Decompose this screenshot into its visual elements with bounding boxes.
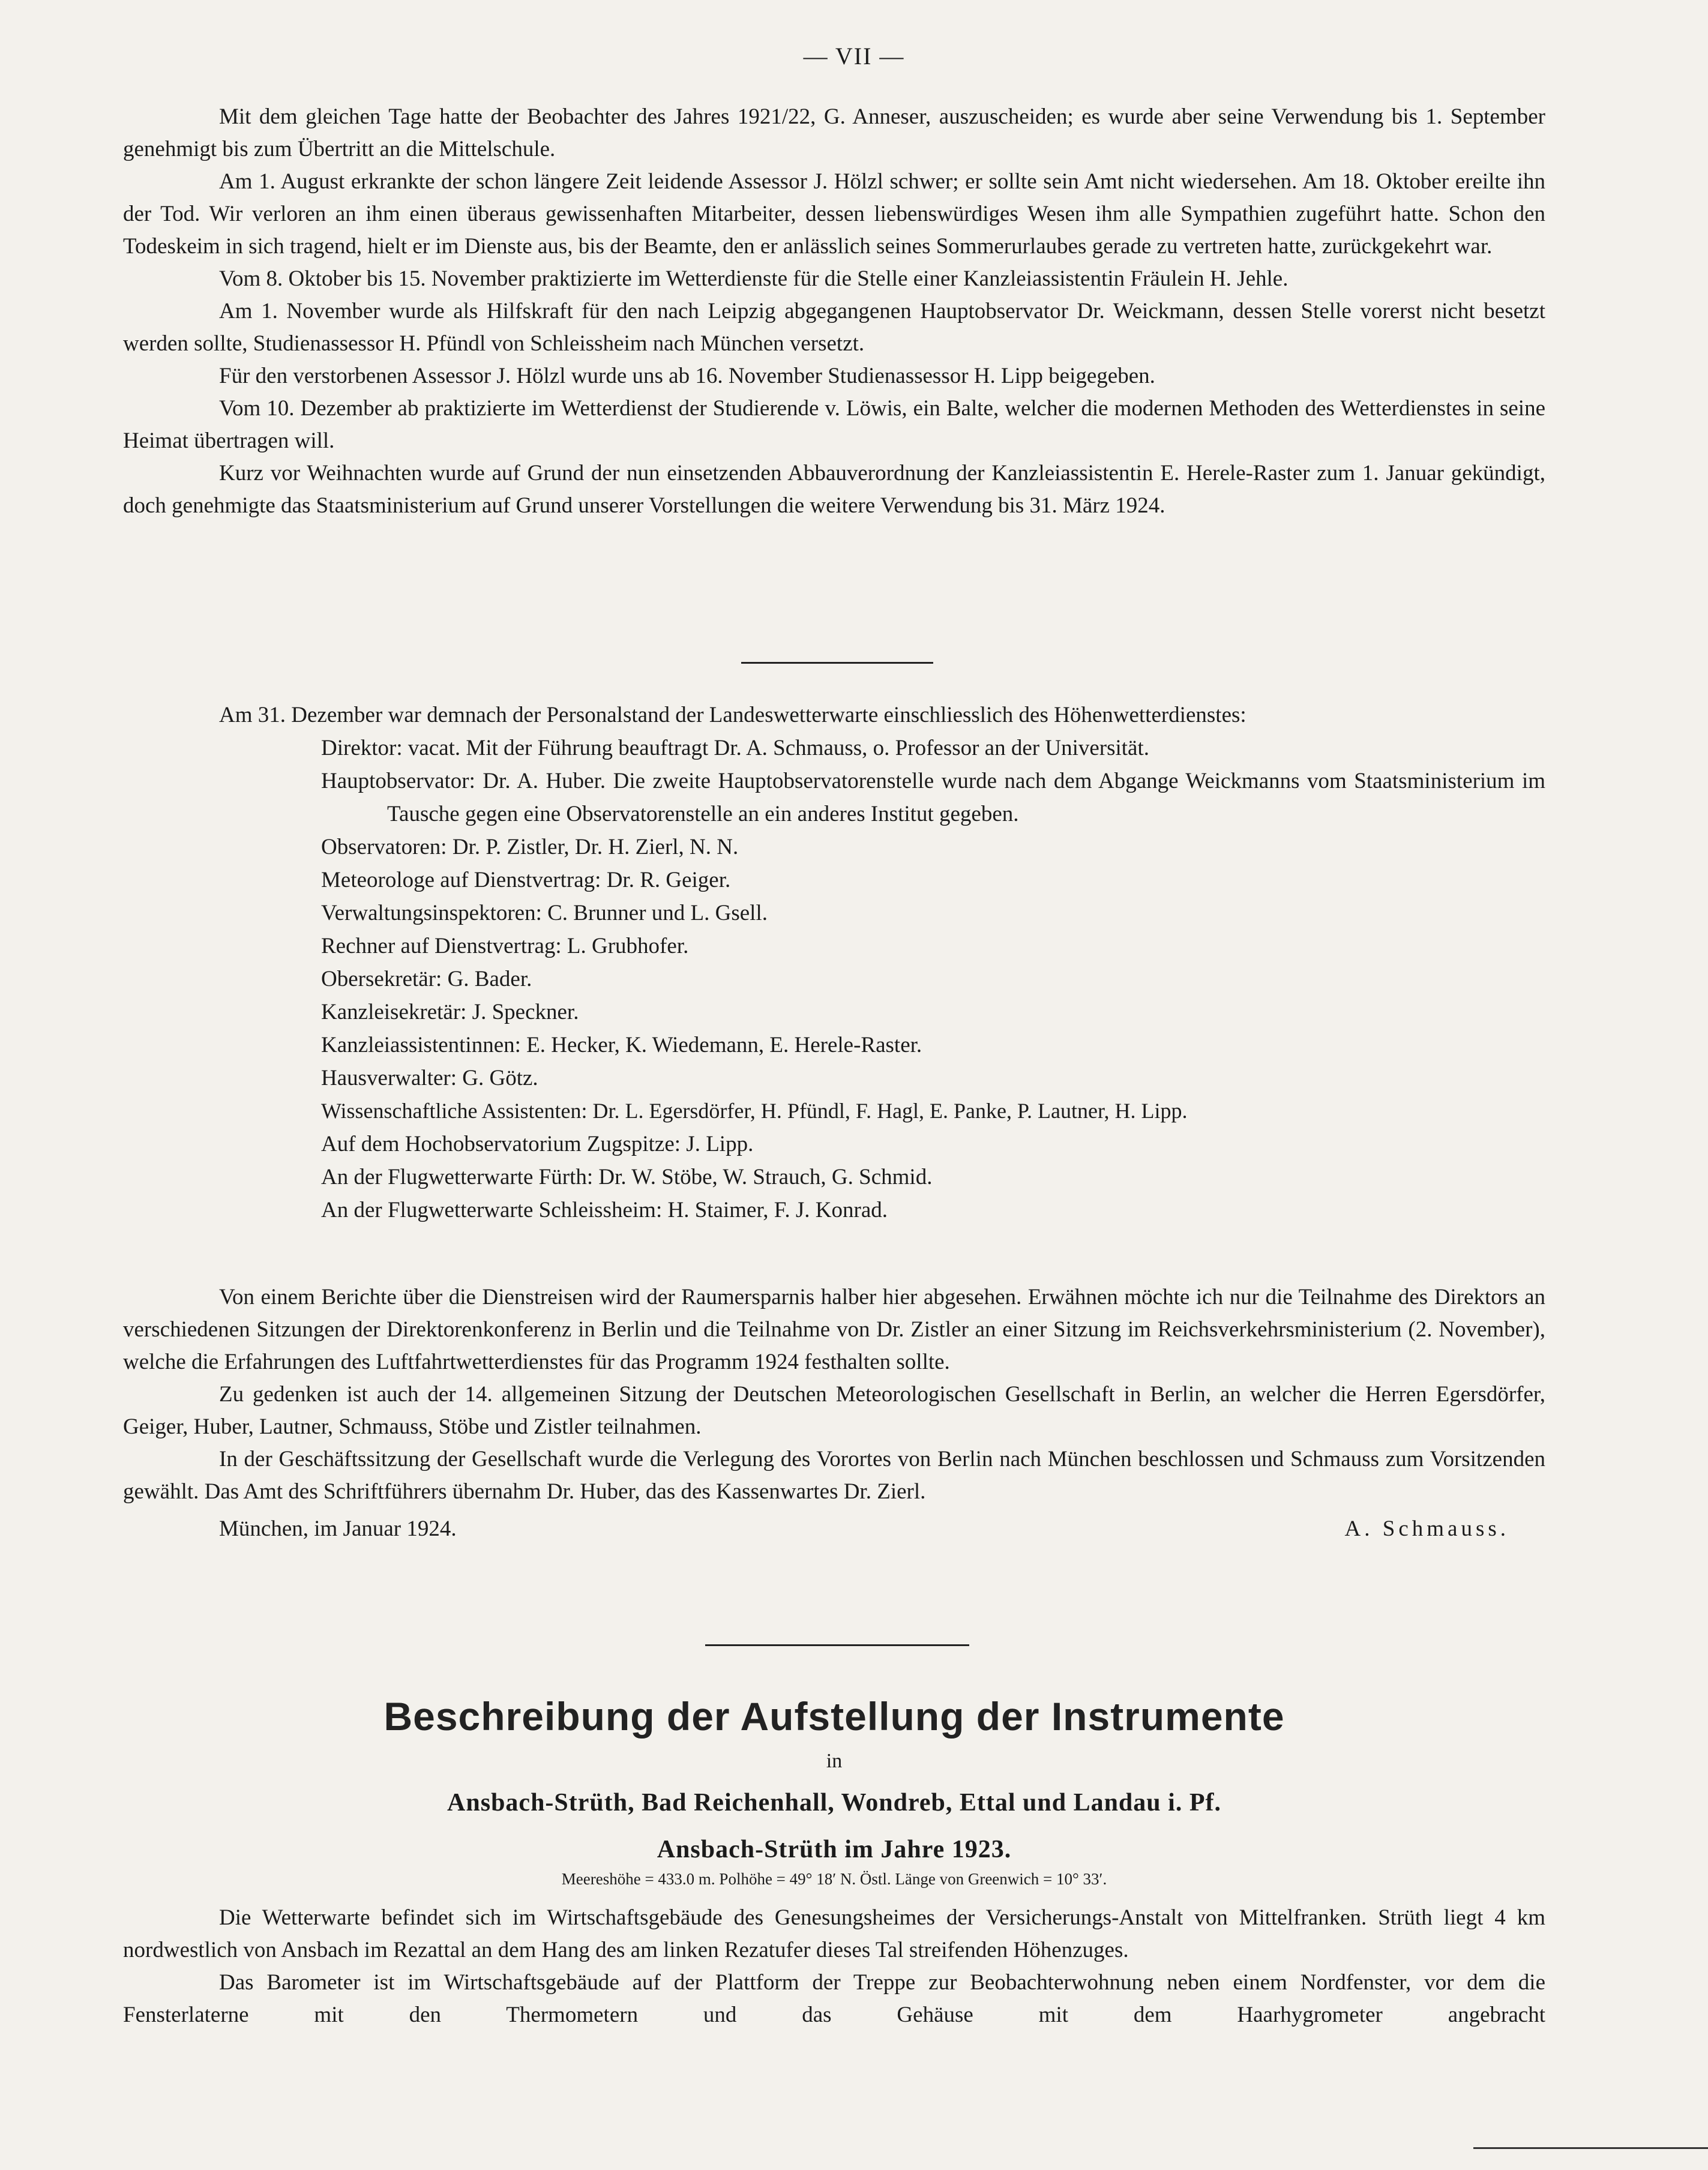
paragraph-anneser: Mit dem gleichen Tage hatte der Beobachter des Jahres 1921/22, G. Anneser, auszuscheiden; es wurde aber seine Verwendung bis 1. September genehmigt bis zum Übertritt an die Mittelschule. xyxy=(123,104,1545,161)
staff-entry: Meteorologe auf Dienstvertrag: Dr. R. Geiger. xyxy=(321,868,731,892)
paragraph-herele-raster: Kurz vor Weihnachten wurde auf Grund der nun einsetzenden Abbauverordnung der Kanzleiassistentin E. Herele-Raster zum 1. Januar gekündigt, doch genehmigte das Staatsministerium auf Grund unserer Vorstellungen die weitere Verwendung bis 31. März 1924. xyxy=(123,461,1545,518)
staff-entry: Hausverwalter: G. Götz. xyxy=(321,1066,538,1090)
paragraph-hoelzl: Am 1. August erkrankte der schon längere Zeit leidende Assessor J. Hölzl schwer; er sollte sein Amt nicht wiedersehen. Am 18. Oktober ereilte ihn der Tod. Wir verloren an ihm einen überaus gewissenhaften Mitarbeiter, dessen liebenswürdiges Wesen ihm alle Sympathien zugeführt hatte. Schon den Todeskeim in sich tragend, hielt er im Dienste aus, bis der Beamte, den er anlässlich seines Sommerurlaubes gerade zu vertreten hatte, zurückgekehrt war. xyxy=(123,169,1545,259)
instrument-section xyxy=(123,1694,1545,2031)
signature-row xyxy=(123,1513,1545,1545)
section-in: in xyxy=(826,1750,843,1772)
section-heading: Beschreibung der Aufstellung der Instrumente xyxy=(383,1694,1285,1739)
station-data: Meereshöhe = 433.0 m. Polhöhe = 49° 18′ N. Östl. Länge von Greenwich = 10° 33′. xyxy=(561,1870,1107,1888)
staff-section xyxy=(123,699,1545,1227)
section-places: Ansbach-Strüth, Bad Reichenhall, Wondreb, Ettal und Landau i. Pf. xyxy=(447,1789,1221,1817)
staff-entry: Obersekretär: G. Bader. xyxy=(321,967,532,991)
paragraph-lipp: Für den verstorbenen Assessor J. Hölzl wurde uns ab 16. November Studienassessor H. Lipp beigegeben. xyxy=(219,364,1155,388)
staff-entry: Observatoren: Dr. P. Zistler, Dr. H. Zierl, N. N. xyxy=(321,835,739,859)
subsection-heading: Ansbach-Strüth im Jahre 1923. xyxy=(657,1836,1012,1863)
paragraph-dienstreisen: Von einem Berichte über die Dienstreisen wird der Raumersparnis halber hier abgesehen. Erwähnen möchte ich nur die Teilnahme des Direktors an verschiedenen Sitzungen der Direktorenkonferenz in Berlin und die Teilnahme von Dr. Zistler an einer Sitzung im Reichsverkehrsministerium (2. November), welche die Erfahrungen des Luftfahrtwetterdienstes für das Programm 1924 festhalten sollte. xyxy=(123,1285,1545,1374)
staff-entry: Hauptobservator: Dr. A. Huber. Die zweite Hauptobservatorenstelle wurde nach dem Abgange Weickmanns vom Staatsministerium im Tausche gegen eine Observatorenstelle an ein anderes Institut gegeben. xyxy=(321,769,1545,826)
paragraph-loewis: Vom 10. Dezember ab praktizierte im Wetterdienst der Studierende v. Löwis, ein Balte, welcher die modernen Methoden des Wetterdienstes in seine Heimat übertragen will. xyxy=(123,396,1545,453)
signature: A. Schmauss. xyxy=(1344,1516,1509,1541)
paragraph-pfuendl: Am 1. November wurde als Hilfskraft für den nach Leipzig abgegangenen Hauptobservator Dr. Weickmann, dessen Stelle vorerst nicht besetzt werden sollte, Studienassessor H. Pfündl von Schleissheim nach München versetzt. xyxy=(123,299,1545,356)
paragraph-barometer: Das Barometer ist im Wirtschaftsgebäude auf der Plattform der Treppe zur Beobachterwohnung neben einem Nordfenster, vor dem die Fensterlaterne mit den Thermometern und das Gehäuse mit dem Haarhygrometer angebracht xyxy=(123,1970,1545,2027)
staff-entry: Verwaltungsinspektoren: C. Brunner und L. Gsell. xyxy=(321,901,768,925)
place-date: München, im Januar 1924. xyxy=(219,1516,457,1541)
staff-entry: An der Flugwetterwarte Fürth: Dr. W. Stöbe, W. Strauch, G. Schmid. xyxy=(321,1165,933,1189)
paragraph-geschaeftssitzung: In der Geschäftssitzung der Gesellschaft wurde die Verlegung des Vorortes von Berlin nach München beschlossen und Schmauss zum Vorsitzenden gewählt. Das Amt des Schriftführers übernahm Dr. Huber, das des Kassenwartes Dr. Zierl. xyxy=(123,1447,1545,1504)
staff-entry: Direktor: vacat. Mit der Führung beauftragt Dr. A. Schmauss, o. Professor an der Universität. xyxy=(321,736,1150,760)
staff-intro: Am 31. Dezember war demnach der Personalstand der Landeswetterwarte einschliesslich des Höhenwetterdienstes: xyxy=(219,703,1246,727)
staff-list xyxy=(123,732,1545,1227)
top-paragraphs xyxy=(123,101,1545,522)
bottom-paragraphs xyxy=(123,1281,1545,1545)
staff-entry: Auf dem Hochobservatorium Zugspitze: J. Lipp. xyxy=(321,1132,754,1156)
staff-entry: Rechner auf Dienstvertrag: L. Grubhofer. xyxy=(321,934,689,958)
staff-entry: Kanzleiassistentinnen: E. Hecker, K. Wiedemann, E. Herele-Raster. xyxy=(321,1033,922,1057)
station-paragraphs xyxy=(123,1902,1545,2031)
staff-entry: Kanzleisekretär: J. Speckner. xyxy=(321,1000,579,1024)
staff-entry: Wissenschaftliche Assistenten: Dr. L. Egersdörfer, H. Pfündl, F. Hagl, E. Panke, P. Lautner, H. Lipp. xyxy=(321,1099,1188,1123)
paragraph-sitzung: Zu gedenken ist auch der 14. allgemeinen Sitzung der Deutschen Meteorologischen Gesellschaft in Berlin, an welcher die Herren Egersdörfer, Geiger, Huber, Lautner, Schmauss, Stöbe und Zistler teilnahmen. xyxy=(123,1382,1545,1439)
paragraph-location: Die Wetterwarte befindet sich im Wirtschaftsgebäude des Genesungsheimes der Versicherungs-Anstalt von Mittelfranken. Strüth liegt 4 km nordwestlich von Ansbach im Rezattal an dem Hang des am linken Rezatufer dieses Tal streifenden Höhenzuges. xyxy=(123,1905,1545,1962)
divider-rule xyxy=(741,662,933,664)
staff-entry: An der Flugwetterwarte Schleissheim: H. Staimer, F. J. Konrad. xyxy=(321,1198,888,1222)
page-number: — VII — xyxy=(803,43,905,70)
divider-rule-2 xyxy=(705,1644,969,1646)
scan-edge-line xyxy=(1473,2147,1708,2149)
paragraph-jehle: Vom 8. Oktober bis 15. November praktizierte im Wetterdienste für die Stelle einer Kanzleiassistentin Fräulein H. Jehle. xyxy=(219,266,1289,291)
